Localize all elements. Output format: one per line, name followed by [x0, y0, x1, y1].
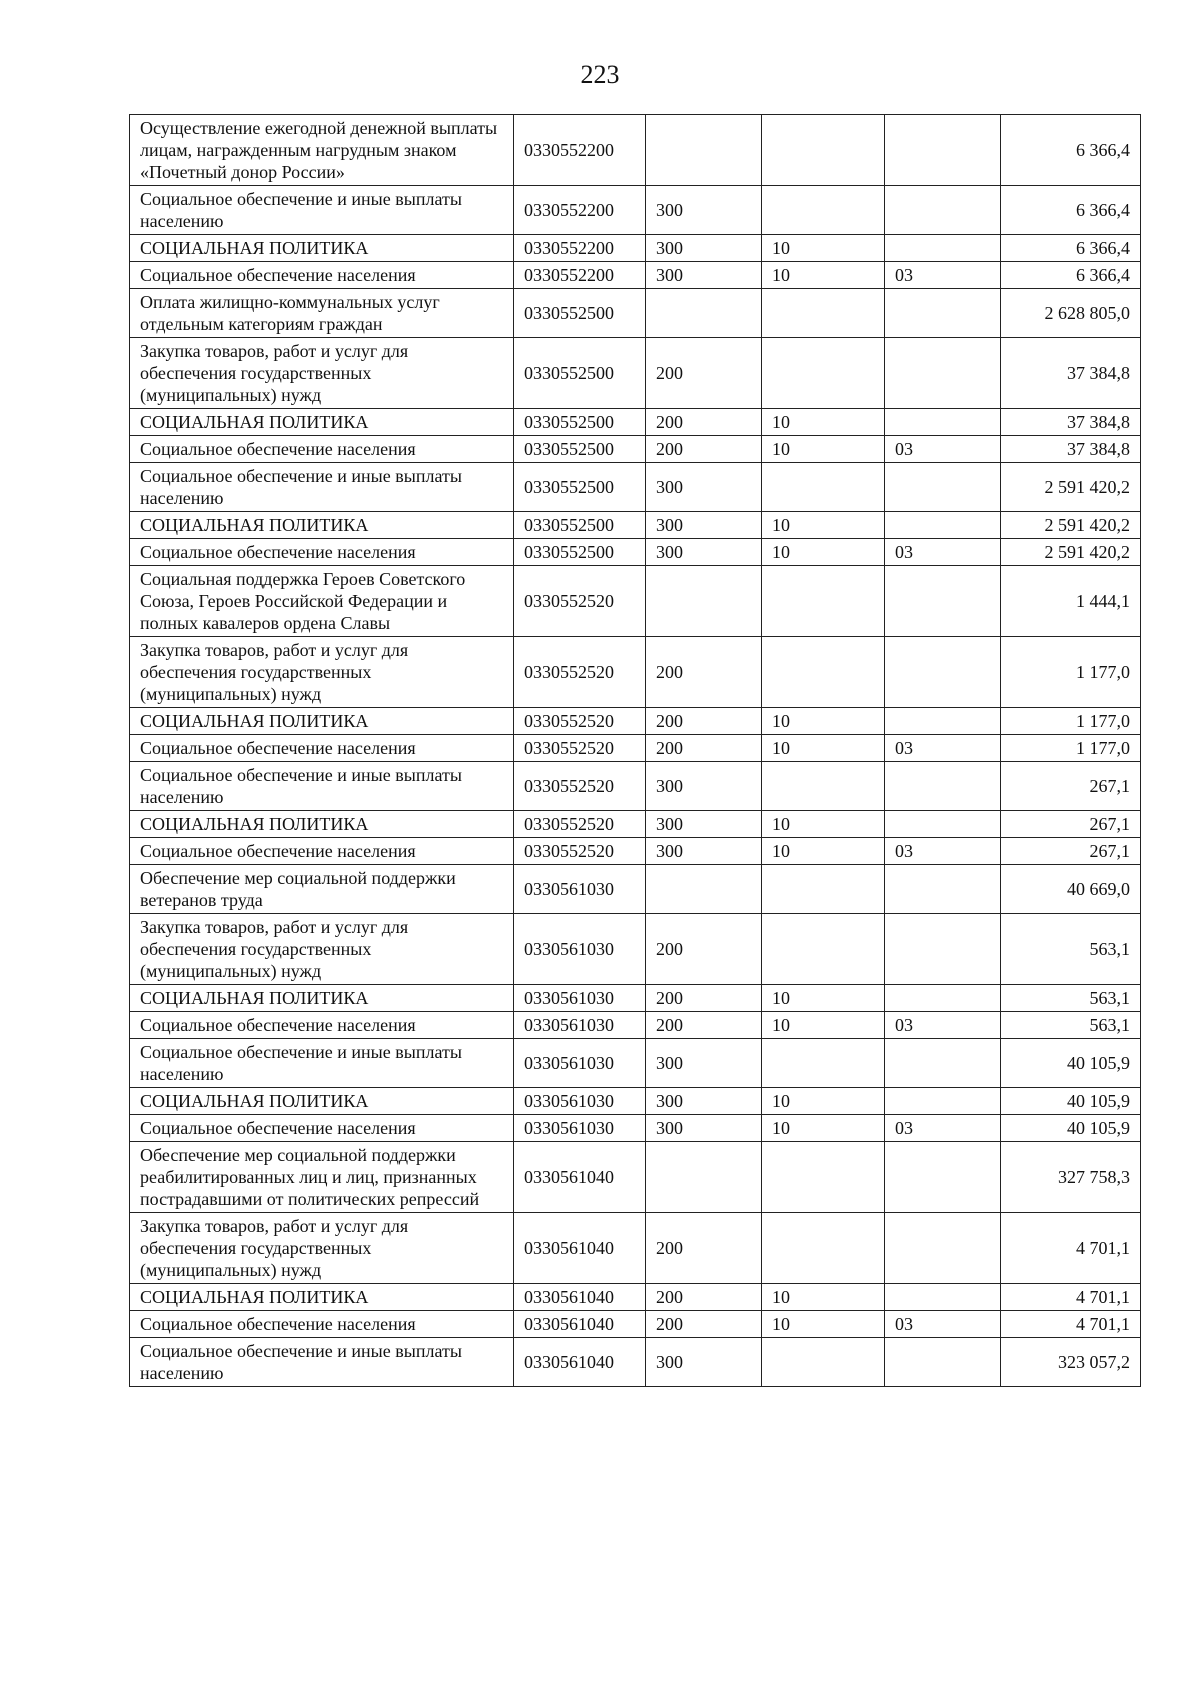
subsection-cell — [885, 637, 1001, 708]
expense-type-cell: 200 — [646, 708, 762, 735]
table-row — [130, 1311, 1141, 1338]
target-article-cell: 0330552200 — [514, 235, 646, 262]
amount-cell: 40 105,9 — [1001, 1039, 1141, 1088]
subsection-cell — [885, 289, 1001, 338]
amount-cell: 267,1 — [1001, 762, 1141, 811]
expense-type-cell: 300 — [646, 235, 762, 262]
section-cell: 10 — [762, 436, 885, 463]
section-cell: 10 — [762, 838, 885, 865]
amount-cell: 1 444,1 — [1001, 566, 1141, 637]
section-cell — [762, 289, 885, 338]
subsection-cell — [885, 708, 1001, 735]
section-cell: 10 — [762, 1311, 885, 1338]
section-cell: 10 — [762, 1088, 885, 1115]
target-article-cell: 0330552500 — [514, 539, 646, 566]
target-article-cell: 0330561030 — [514, 1012, 646, 1039]
amount-cell: 6 366,4 — [1001, 186, 1141, 235]
expense-name-cell: Социальное обеспечение населения — [130, 735, 514, 762]
target-article-cell: 0330552500 — [514, 512, 646, 539]
amount-cell: 1 177,0 — [1001, 637, 1141, 708]
target-article-cell: 0330561040 — [514, 1142, 646, 1213]
amount-cell: 323 057,2 — [1001, 1338, 1141, 1387]
expense-name-cell: Социальное обеспечение и иные выплаты населению — [130, 762, 514, 811]
expense-type-cell: 300 — [646, 539, 762, 566]
subsection-cell: 03 — [885, 436, 1001, 463]
expense-type-cell: 300 — [646, 1115, 762, 1142]
section-cell — [762, 865, 885, 914]
table-row — [130, 1088, 1141, 1115]
table-row — [130, 262, 1141, 289]
amount-cell: 6 366,4 — [1001, 262, 1141, 289]
expense-type-cell: 300 — [646, 186, 762, 235]
expense-type-cell — [646, 1142, 762, 1213]
table-row — [130, 762, 1141, 811]
subsection-cell — [885, 1039, 1001, 1088]
target-article-cell: 0330561030 — [514, 1115, 646, 1142]
subsection-cell — [885, 409, 1001, 436]
expense-type-cell: 200 — [646, 1311, 762, 1338]
amount-cell: 327 758,3 — [1001, 1142, 1141, 1213]
expense-type-cell: 200 — [646, 338, 762, 409]
amount-cell: 4 701,1 — [1001, 1284, 1141, 1311]
target-article-cell: 0330552200 — [514, 186, 646, 235]
table-row — [130, 409, 1141, 436]
target-article-cell: 0330552520 — [514, 762, 646, 811]
table-row — [130, 735, 1141, 762]
amount-cell: 40 669,0 — [1001, 865, 1141, 914]
section-cell — [762, 1142, 885, 1213]
amount-cell: 4 701,1 — [1001, 1311, 1141, 1338]
target-article-cell: 0330561040 — [514, 1213, 646, 1284]
expense-name-cell: СОЦИАЛЬНАЯ ПОЛИТИКА — [130, 1088, 514, 1115]
table-row — [130, 914, 1141, 985]
target-article-cell: 0330552520 — [514, 811, 646, 838]
section-cell: 10 — [762, 539, 885, 566]
expense-name-cell: СОЦИАЛЬНАЯ ПОЛИТИКА — [130, 708, 514, 735]
expense-type-cell: 300 — [646, 1039, 762, 1088]
expense-type-cell: 200 — [646, 735, 762, 762]
amount-cell: 6 366,4 — [1001, 115, 1141, 186]
subsection-cell: 03 — [885, 1115, 1001, 1142]
section-cell: 10 — [762, 1012, 885, 1039]
target-article-cell: 0330552520 — [514, 838, 646, 865]
target-article-cell: 0330552520 — [514, 708, 646, 735]
table-row — [130, 1284, 1141, 1311]
amount-cell: 37 384,8 — [1001, 436, 1141, 463]
expense-type-cell: 300 — [646, 512, 762, 539]
section-cell — [762, 566, 885, 637]
section-cell: 10 — [762, 708, 885, 735]
table-row — [130, 985, 1141, 1012]
table-row — [130, 1142, 1141, 1213]
target-article-cell: 0330552500 — [514, 409, 646, 436]
expense-type-cell: 300 — [646, 762, 762, 811]
target-article-cell: 0330561030 — [514, 914, 646, 985]
table-row — [130, 186, 1141, 235]
section-cell — [762, 1213, 885, 1284]
expense-name-cell: Социальное обеспечение и иные выплаты населению — [130, 1039, 514, 1088]
target-article-cell: 0330552520 — [514, 735, 646, 762]
table-row — [130, 811, 1141, 838]
table-row — [130, 463, 1141, 512]
subsection-cell — [885, 985, 1001, 1012]
subsection-cell: 03 — [885, 539, 1001, 566]
expense-type-cell: 200 — [646, 1012, 762, 1039]
target-article-cell: 0330561040 — [514, 1284, 646, 1311]
expense-name-cell: СОЦИАЛЬНАЯ ПОЛИТИКА — [130, 1284, 514, 1311]
subsection-cell — [885, 1338, 1001, 1387]
subsection-cell — [885, 235, 1001, 262]
subsection-cell — [885, 463, 1001, 512]
subsection-cell — [885, 1088, 1001, 1115]
expense-name-cell: СОЦИАЛЬНАЯ ПОЛИТИКА — [130, 409, 514, 436]
target-article-cell: 0330552520 — [514, 566, 646, 637]
table-row — [130, 838, 1141, 865]
expense-name-cell: Обеспечение мер социальной поддержки ветеранов труда — [130, 865, 514, 914]
subsection-cell — [885, 811, 1001, 838]
amount-cell: 563,1 — [1001, 914, 1141, 985]
subsection-cell — [885, 865, 1001, 914]
table-row — [130, 708, 1141, 735]
amount-cell: 1 177,0 — [1001, 735, 1141, 762]
table-row — [130, 1039, 1141, 1088]
expense-name-cell: Социальное обеспечение населения — [130, 539, 514, 566]
subsection-cell — [885, 338, 1001, 409]
expense-name-cell: Социальное обеспечение населения — [130, 436, 514, 463]
expense-type-cell: 200 — [646, 409, 762, 436]
table-row — [130, 1012, 1141, 1039]
amount-cell: 37 384,8 — [1001, 338, 1141, 409]
subsection-cell: 03 — [885, 262, 1001, 289]
expense-type-cell: 300 — [646, 838, 762, 865]
amount-cell: 267,1 — [1001, 811, 1141, 838]
page-number: 223 — [580, 60, 620, 89]
table-row — [130, 1213, 1141, 1284]
section-cell: 10 — [762, 1284, 885, 1311]
expense-name-cell: СОЦИАЛЬНАЯ ПОЛИТИКА — [130, 512, 514, 539]
subsection-cell: 03 — [885, 838, 1001, 865]
table-row — [130, 566, 1141, 637]
section-cell — [762, 637, 885, 708]
subsection-cell: 03 — [885, 1311, 1001, 1338]
target-article-cell: 0330561030 — [514, 865, 646, 914]
expense-type-cell — [646, 566, 762, 637]
table-row — [130, 289, 1141, 338]
subsection-cell — [885, 762, 1001, 811]
amount-cell: 563,1 — [1001, 1012, 1141, 1039]
table-row — [130, 115, 1141, 186]
section-cell — [762, 914, 885, 985]
expense-name-cell: СОЦИАЛЬНАЯ ПОЛИТИКА — [130, 811, 514, 838]
subsection-cell — [885, 512, 1001, 539]
expense-type-cell: 300 — [646, 463, 762, 512]
section-cell — [762, 762, 885, 811]
section-cell: 10 — [762, 985, 885, 1012]
table-row — [130, 865, 1141, 914]
amount-cell: 2 591 420,2 — [1001, 463, 1141, 512]
expense-name-cell: Социальное обеспечение населения — [130, 1115, 514, 1142]
target-article-cell: 0330552520 — [514, 637, 646, 708]
section-cell — [762, 115, 885, 186]
target-article-cell: 0330552500 — [514, 463, 646, 512]
target-article-cell: 0330552500 — [514, 436, 646, 463]
subsection-cell — [885, 186, 1001, 235]
section-cell: 10 — [762, 409, 885, 436]
section-cell: 10 — [762, 1115, 885, 1142]
expense-type-cell: 200 — [646, 985, 762, 1012]
expense-name-cell: Социальное обеспечение и иные выплаты населению — [130, 463, 514, 512]
expense-name-cell: Социальная поддержка Героев Советского Союза, Героев Российской Федерации и полных кавалеров ордена Славы — [130, 566, 514, 637]
subsection-cell — [885, 566, 1001, 637]
amount-cell: 2 591 420,2 — [1001, 512, 1141, 539]
subsection-cell — [885, 914, 1001, 985]
target-article-cell: 0330561030 — [514, 985, 646, 1012]
expense-name-cell: Социальное обеспечение населения — [130, 1311, 514, 1338]
table-row — [130, 637, 1141, 708]
section-cell — [762, 463, 885, 512]
expense-type-cell — [646, 865, 762, 914]
table-row — [130, 235, 1141, 262]
amount-cell: 563,1 — [1001, 985, 1141, 1012]
subsection-cell: 03 — [885, 1012, 1001, 1039]
subsection-cell: 03 — [885, 735, 1001, 762]
section-cell: 10 — [762, 735, 885, 762]
expense-name-cell: Социальное обеспечение населения — [130, 838, 514, 865]
expense-type-cell: 200 — [646, 1284, 762, 1311]
budget-table — [129, 114, 1141, 1387]
expense-type-cell: 200 — [646, 914, 762, 985]
expense-name-cell: Закупка товаров, работ и услуг для обеспечения государственных (муниципальных) нужд — [130, 914, 514, 985]
expense-name-cell: СОЦИАЛЬНАЯ ПОЛИТИКА — [130, 235, 514, 262]
expense-type-cell — [646, 289, 762, 338]
section-cell: 10 — [762, 811, 885, 838]
expense-name-cell: Социальное обеспечение и иные выплаты населению — [130, 186, 514, 235]
expense-name-cell: Оплата жилищно-коммунальных услуг отдельным категориям граждан — [130, 289, 514, 338]
amount-cell: 40 105,9 — [1001, 1115, 1141, 1142]
target-article-cell: 0330561030 — [514, 1039, 646, 1088]
amount-cell: 2 628 805,0 — [1001, 289, 1141, 338]
section-cell — [762, 338, 885, 409]
subsection-cell — [885, 1284, 1001, 1311]
table-row — [130, 512, 1141, 539]
amount-cell: 2 591 420,2 — [1001, 539, 1141, 566]
amount-cell: 1 177,0 — [1001, 708, 1141, 735]
expense-type-cell: 300 — [646, 262, 762, 289]
section-cell: 10 — [762, 235, 885, 262]
target-article-cell: 0330561040 — [514, 1311, 646, 1338]
expense-type-cell: 300 — [646, 1338, 762, 1387]
section-cell — [762, 1039, 885, 1088]
section-cell — [762, 186, 885, 235]
table-row — [130, 1115, 1141, 1142]
expense-type-cell — [646, 115, 762, 186]
target-article-cell: 0330552200 — [514, 262, 646, 289]
amount-cell: 6 366,4 — [1001, 235, 1141, 262]
section-cell — [762, 1338, 885, 1387]
expense-name-cell: СОЦИАЛЬНАЯ ПОЛИТИКА — [130, 985, 514, 1012]
expense-name-cell: Социальное обеспечение населения — [130, 262, 514, 289]
expense-name-cell: Закупка товаров, работ и услуг для обеспечения государственных (муниципальных) нужд — [130, 1213, 514, 1284]
expense-name-cell: Осуществление ежегодной денежной выплаты лицам, награжденным нагрудным знаком «Почетный донор России» — [130, 115, 514, 186]
subsection-cell — [885, 1213, 1001, 1284]
expense-type-cell: 200 — [646, 436, 762, 463]
expense-name-cell: Обеспечение мер социальной поддержки реабилитированных лиц и лиц, признанных пострадавшими от политических репрессий — [130, 1142, 514, 1213]
table-row — [130, 1338, 1141, 1387]
table-row — [130, 436, 1141, 463]
expense-type-cell: 300 — [646, 811, 762, 838]
section-cell: 10 — [762, 262, 885, 289]
target-article-cell: 0330552500 — [514, 338, 646, 409]
target-article-cell: 0330552500 — [514, 289, 646, 338]
subsection-cell — [885, 115, 1001, 186]
target-article-cell: 0330552200 — [514, 115, 646, 186]
expense-type-cell: 300 — [646, 1088, 762, 1115]
expense-name-cell: Закупка товаров, работ и услуг для обеспечения государственных (муниципальных) нужд — [130, 637, 514, 708]
table-row — [130, 338, 1141, 409]
expense-name-cell: Закупка товаров, работ и услуг для обеспечения государственных (муниципальных) нужд — [130, 338, 514, 409]
expense-type-cell: 200 — [646, 637, 762, 708]
amount-cell: 267,1 — [1001, 838, 1141, 865]
subsection-cell — [885, 1142, 1001, 1213]
table-row — [130, 539, 1141, 566]
expense-name-cell: Социальное обеспечение населения — [130, 1012, 514, 1039]
target-article-cell: 0330561030 — [514, 1088, 646, 1115]
expense-name-cell: Социальное обеспечение и иные выплаты населению — [130, 1338, 514, 1387]
amount-cell: 40 105,9 — [1001, 1088, 1141, 1115]
expense-type-cell: 200 — [646, 1213, 762, 1284]
table-body — [130, 115, 1141, 1387]
amount-cell: 4 701,1 — [1001, 1213, 1141, 1284]
amount-cell: 37 384,8 — [1001, 409, 1141, 436]
section-cell: 10 — [762, 512, 885, 539]
target-article-cell: 0330561040 — [514, 1338, 646, 1387]
